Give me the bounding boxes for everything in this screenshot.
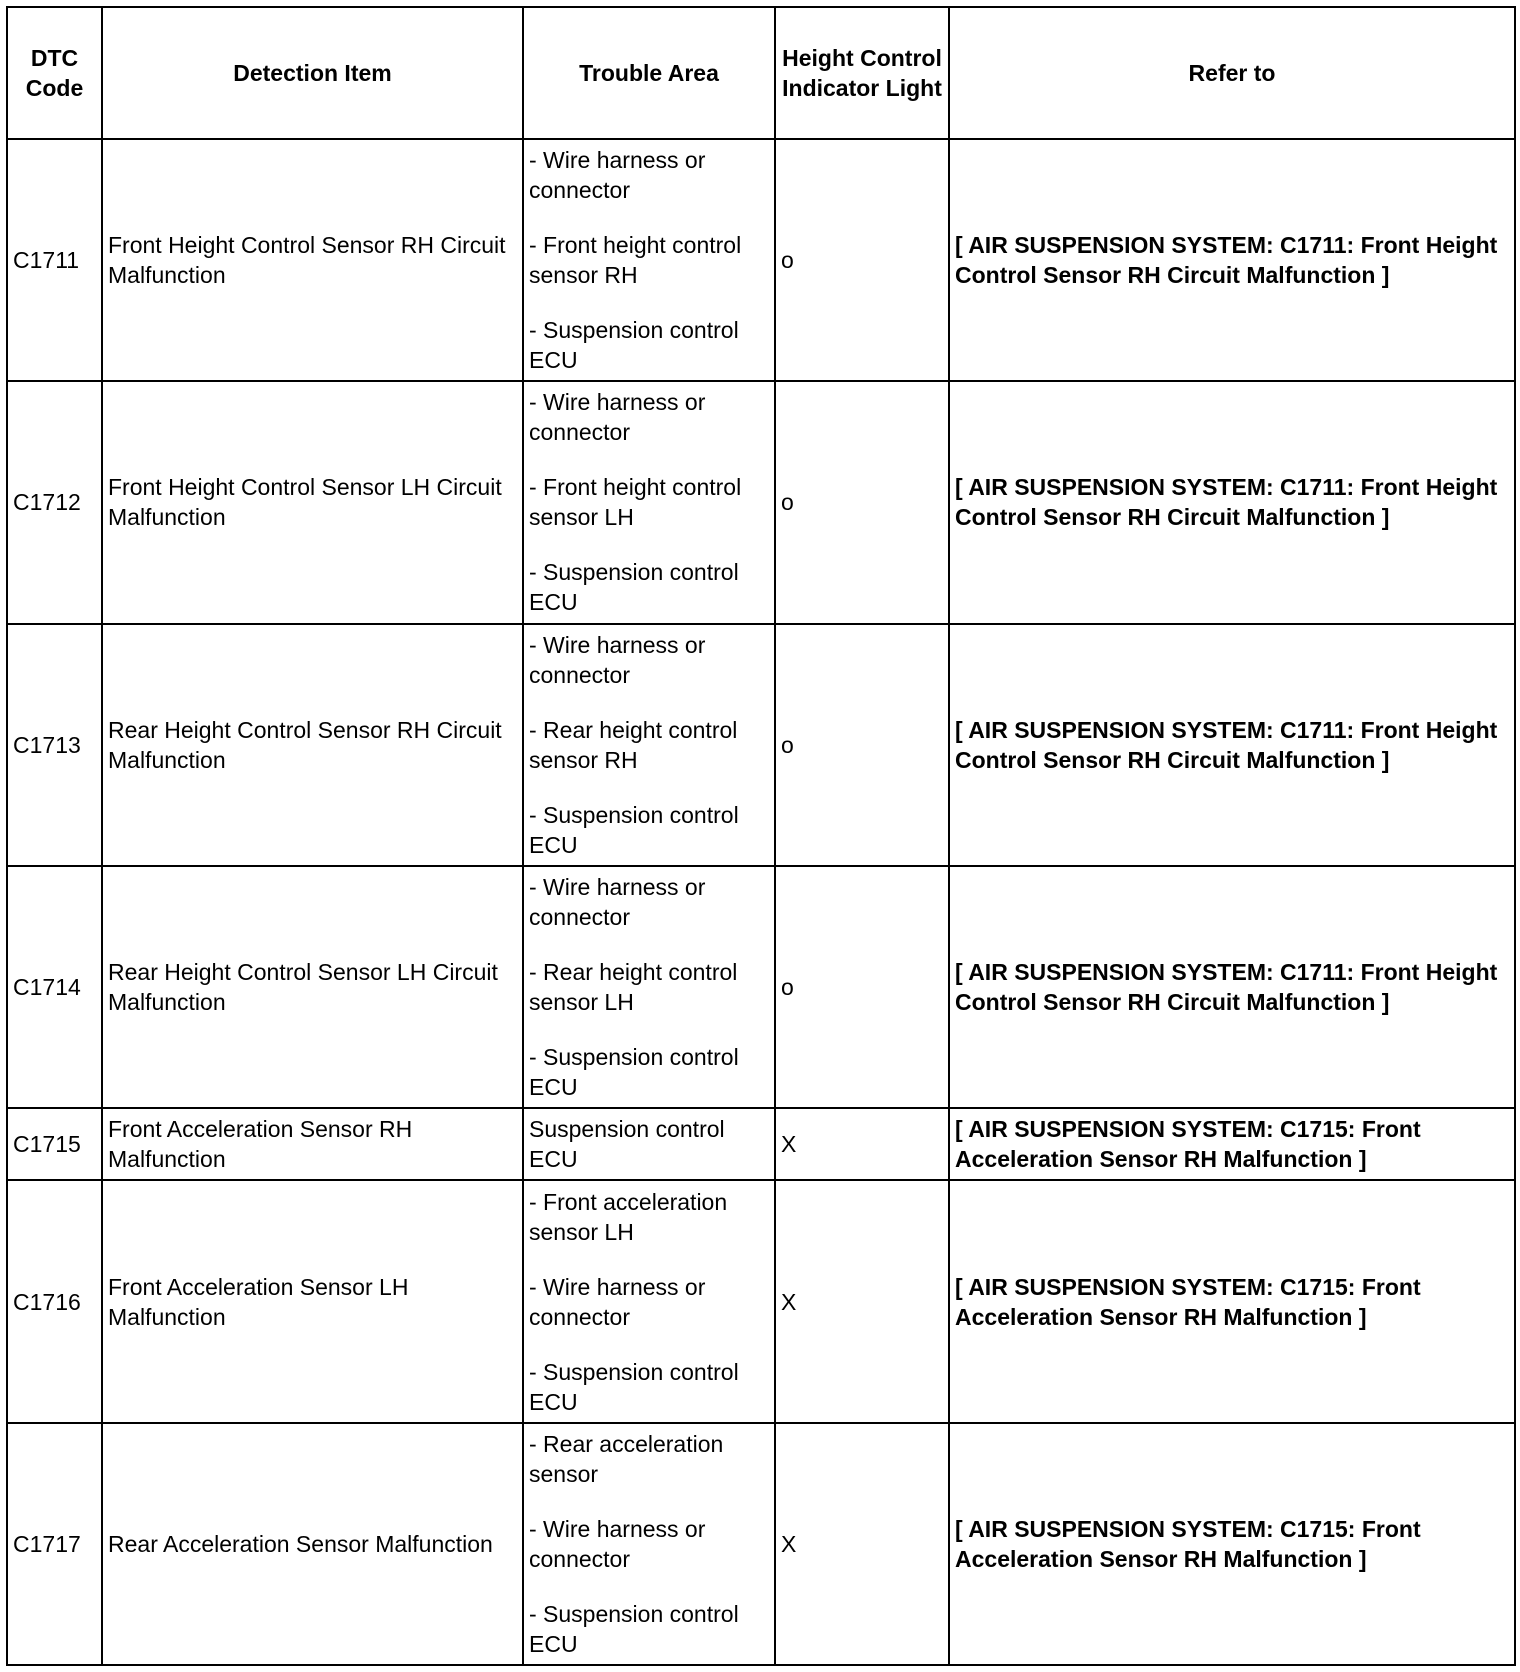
dtc-code-cell: C1713 [7,624,102,866]
trouble-area-item: - Suspension control ECU [529,801,739,858]
trouble-area-cell [523,1180,775,1422]
detection-item-cell: Rear Height Control Sensor LH Circuit Malfunction [102,866,523,1108]
dtc-code-cell: C1715 [7,1108,102,1180]
trouble-area-item: - Wire harness or connector [529,631,706,688]
indicator-light-cell: o [775,624,949,866]
indicator-light-cell: X [775,1108,949,1180]
trouble-area-item: - Front acceleration sensor LH [529,1188,728,1245]
trouble-area-item: - Front height control sensor RH [529,232,742,289]
trouble-area-item: - Front height control sensor LH [529,474,742,531]
trouble-area-cell [523,866,775,1108]
table-row [7,866,1515,1108]
refer-to-link[interactable]: [ AIR SUSPENSION SYSTEM: C1711: Front Height Control Sensor RH Circuit Malfunction ] [949,381,1515,623]
dtc-code-cell: C1716 [7,1180,102,1422]
trouble-area-cell [523,1108,775,1180]
trouble-area-item: - Wire harness or connector [529,873,706,930]
trouble-area-cell [523,381,775,623]
dtc-code-cell: C1717 [7,1423,102,1665]
trouble-area-cell [523,624,775,866]
detection-item-cell: Rear Height Control Sensor RH Circuit Malfunction [102,624,523,866]
table-row [7,1180,1515,1422]
trouble-area-cell [523,1423,775,1665]
trouble-area-item: - Wire harness or connector [529,1273,706,1330]
refer-to-link[interactable]: [ AIR SUSPENSION SYSTEM: C1711: Front Height Control Sensor RH Circuit Malfunction ] [949,866,1515,1108]
detection-item-cell: Front Acceleration Sensor RH Malfunction [102,1108,523,1180]
trouble-area-item: - Suspension control ECU [529,1600,739,1657]
detection-item-cell: Front Height Control Sensor LH Circuit Malfunction [102,381,523,623]
trouble-area-item: - Rear height control sensor RH [529,716,738,773]
col-header-detection-item: Detection Item [102,7,523,139]
col-header-indicator-light: Height Control Indicator Light [775,7,949,139]
table-row [7,139,1515,381]
table-row [7,1108,1515,1180]
trouble-area-item: - Wire harness or connector [529,147,706,204]
dtc-code-cell: C1712 [7,381,102,623]
col-header-trouble-area: Trouble Area [523,7,775,139]
indicator-light-cell: X [775,1423,949,1665]
refer-to-link[interactable]: [ AIR SUSPENSION SYSTEM: C1711: Front Height Control Sensor RH Circuit Malfunction ] [949,624,1515,866]
table-row [7,381,1515,623]
dtc-code-cell: C1711 [7,139,102,381]
trouble-area-item: - Wire harness or connector [529,1515,706,1572]
detection-item-cell: Front Height Control Sensor RH Circuit Malfunction [102,139,523,381]
trouble-area-item: - Rear height control sensor LH [529,958,738,1015]
trouble-area-item: - Wire harness or connector [529,389,706,446]
trouble-area-item: - Suspension control ECU [529,1043,739,1100]
trouble-area-item: - Suspension control ECU [529,1358,739,1415]
trouble-area-item: - Suspension control ECU [529,317,739,374]
col-header-refer-to: Refer to [949,7,1515,139]
refer-to-link[interactable]: [ AIR SUSPENSION SYSTEM: C1715: Front Acceleration Sensor RH Malfunction ] [949,1180,1515,1422]
dtc-code-cell: C1714 [7,866,102,1108]
indicator-light-cell: X [775,1180,949,1422]
detection-item-cell: Rear Acceleration Sensor Malfunction [102,1423,523,1665]
refer-to-link[interactable]: [ AIR SUSPENSION SYSTEM: C1711: Front Height Control Sensor RH Circuit Malfunction ] [949,139,1515,381]
indicator-light-cell: o [775,866,949,1108]
trouble-area-item: - Rear acceleration sensor [529,1430,724,1487]
trouble-area-cell [523,139,775,381]
table-header-row [7,7,1515,139]
table-row [7,624,1515,866]
table-row [7,1423,1515,1665]
refer-to-link[interactable]: [ AIR SUSPENSION SYSTEM: C1715: Front Acceleration Sensor RH Malfunction ] [949,1108,1515,1180]
indicator-light-cell: o [775,139,949,381]
indicator-light-cell: o [775,381,949,623]
refer-to-link[interactable]: [ AIR SUSPENSION SYSTEM: C1715: Front Acceleration Sensor RH Malfunction ] [949,1423,1515,1665]
col-header-dtc-code: DTC Code [7,7,102,139]
trouble-area-item: - Suspension control ECU [529,559,739,616]
detection-item-cell: Front Acceleration Sensor LH Malfunction [102,1180,523,1422]
trouble-area-item: Suspension control ECU [529,1116,725,1173]
dtc-table [6,6,1516,1666]
